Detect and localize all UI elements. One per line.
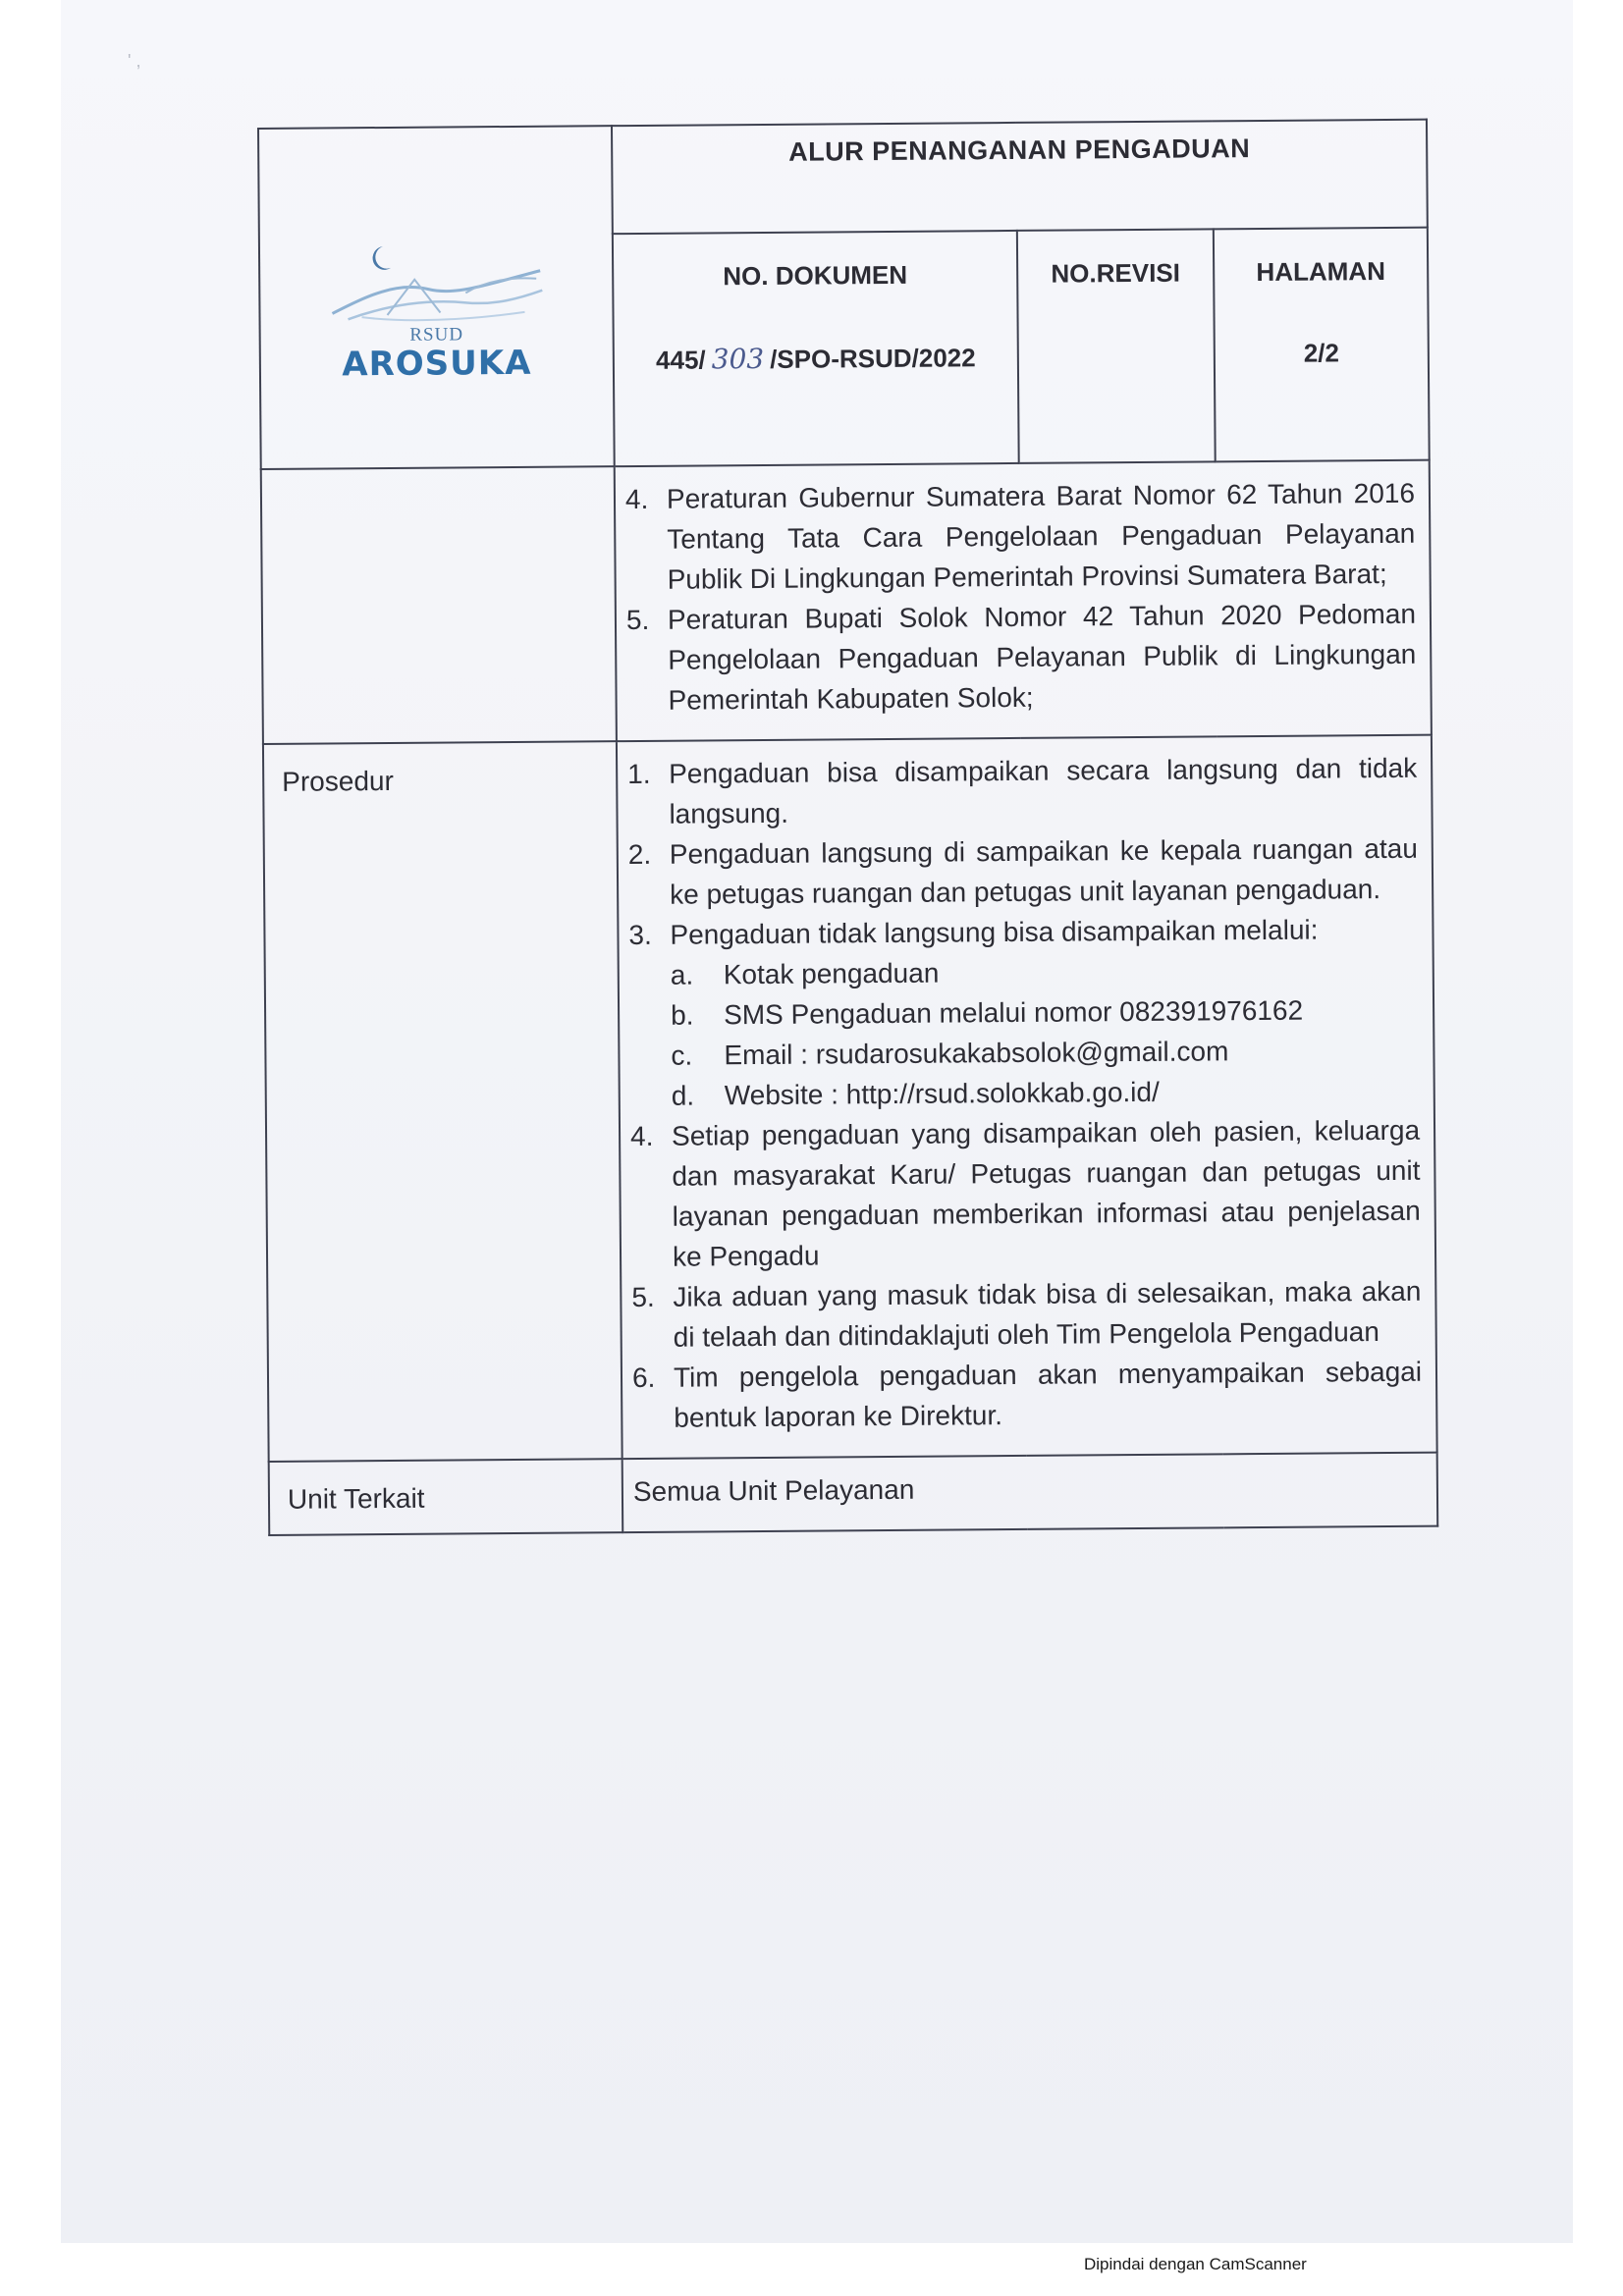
spo-document [257,119,1436,1536]
revision-value [1019,340,1214,342]
page-cell [1214,228,1430,461]
list-item: 3. Pengaduan tidak langsung bisa disampaikan melalui: a. Kotak pengaduan b. SMS Pengaduan melalui nomor 082391976162 c. Email : rsudarosukakabsolok@gmail.com d. Website : http://rsud.solokkab.go.id/ [628,909,1420,1116]
logo-emblem-icon [318,233,555,333]
references-label-cell [261,466,617,744]
references-list [625,473,1417,721]
doc-number-value [615,341,1017,376]
channel-sublist [671,949,1420,1116]
list-item: d. Website : http://rsud.solokkab.go.id/ [671,1076,1160,1111]
list-item: 4. Peraturan Gubernur Sumatera Barat Nomor 62 Tahun 2016 Tentang Tata Cara Pengelolaan Pengaduan Pelayanan Publik Di Lingkungan Pemerintah Provinsi Sumatera Barat; [624,477,1416,595]
list-item: 4. Setiap pengaduan yang disampaikan oleh pasien, keluarga dan masyarakat Karu/ Petugas ruangan dan petugas unit layanan pengaduan memberikan informasi atau penjelasan ke Pengadu [629,1114,1421,1272]
scanner-watermark: Dipindai dengan CamScanner [1084,2255,1307,2273]
revision-cell [1017,230,1216,463]
page-label: HALAMAN [1256,256,1386,288]
doc-number-prefix: 445/ [655,345,706,376]
procedure-label: Prosedur [263,741,622,1462]
doc-number-suffix: /SPO-RSUD/2022 [770,343,976,375]
revision-label: NO.REVISI [1051,258,1181,290]
list-item: c. Email : rsudarosukakabsolok@gmail.com [671,1036,1229,1071]
list-item: 5. Jika aduan yang masuk tidak bisa di selesaikan, maka akan di telaah dan ditindaklajuti oleh Tim Pengelola Pengaduan [631,1275,1422,1353]
procedure-content [617,735,1437,1459]
logo-rsud-text: RSUD [409,323,464,346]
document-title: ALUR PENANGANAN PENGADUAN [612,120,1428,235]
scan-speck: ' , [128,51,141,71]
list-item: 6. Tim pengelola pengaduan akan menyampaikan sebagai bentuk laporan ke Direktur. [631,1356,1423,1433]
page-value: 2/2 [1303,338,1340,369]
doc-number-label: NO. DOKUMEN [723,260,908,292]
logo-name-text: AROSUKA [342,343,532,384]
references-content [615,460,1432,742]
logo-cell [258,126,615,469]
hospital-logo [318,233,555,401]
doc-number-cell [613,231,1019,466]
doc-number-handwritten: 303 [711,343,765,376]
list-item: b. SMS Pengaduan melalui nomor 082391976162 [670,994,1304,1031]
related-unit-value: Semua Unit Pelayanan [622,1453,1438,1533]
procedure-list [627,748,1422,1438]
related-unit-label: Unit Terkait [269,1459,623,1535]
list-item: 1. Pengaduan bisa disampaikan secara langsung dan tidak langsung. [627,752,1418,829]
list-item: a. Kotak pengaduan [670,957,940,990]
list-item: 5. Peraturan Bupati Solok Nomor 42 Tahun 2020 Pedoman Pengelolaan Pengaduan Pelayanan Publik di Lingkungan Pemerintah Kabupaten Solok; [625,598,1417,716]
spo-table [257,119,1438,1536]
list-item: 2. Pengaduan langsung di sampaikan ke kepala ruangan atau ke petugas ruangan dan petugas unit layanan pengaduan. [627,832,1418,910]
